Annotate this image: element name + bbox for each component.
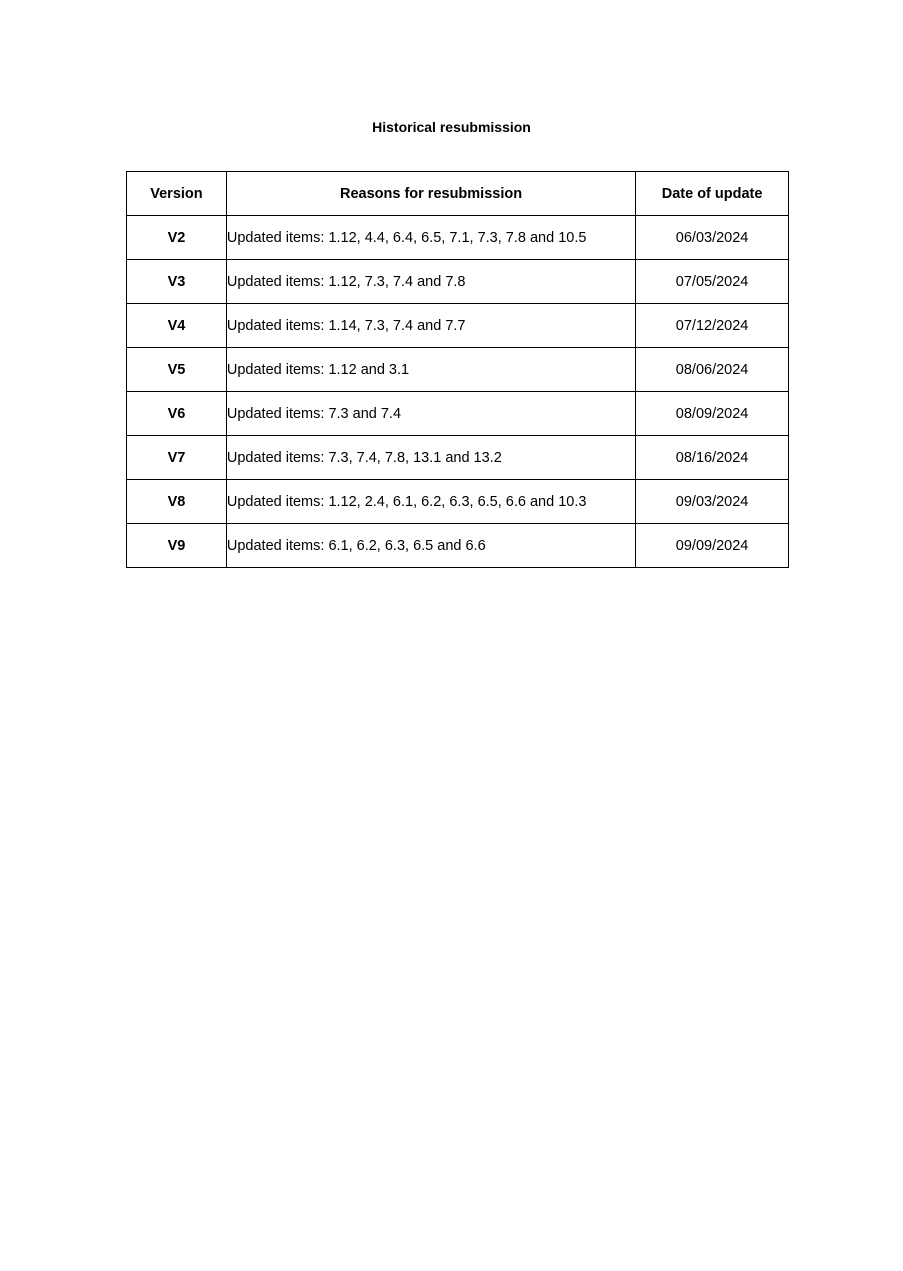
reason-cell: Updated items: 6.1, 6.2, 6.3, 6.5 and 6.6 [226,524,635,568]
reason-cell: Updated items: 1.14, 7.3, 7.4 and 7.7 [226,304,635,348]
date-cell: 09/03/2024 [636,480,789,524]
reason-cell: Updated items: 1.12 and 3.1 [226,348,635,392]
version-cell: V5 [127,348,227,392]
table-row [127,480,789,524]
table-row [127,216,789,260]
reason-cell: Updated items: 7.3, 7.4, 7.8, 13.1 and 13.2 [226,436,635,480]
date-cell: 07/12/2024 [636,304,789,348]
table-row [127,260,789,304]
date-cell: 08/09/2024 [636,392,789,436]
date-cell: 09/09/2024 [636,524,789,568]
version-cell: V8 [127,480,227,524]
table-row [127,304,789,348]
page-title: Historical resubmission [372,119,531,135]
date-cell: 08/06/2024 [636,348,789,392]
table-row [127,436,789,480]
reason-cell: Updated items: 7.3 and 7.4 [226,392,635,436]
table-header-row [127,172,789,216]
table-row [127,392,789,436]
column-header-date: Date of update [636,172,789,216]
version-cell: V4 [127,304,227,348]
reason-cell: Updated items: 1.12, 4.4, 6.4, 6.5, 7.1, 7.3, 7.8 and 10.5 [226,216,635,260]
version-cell: V7 [127,436,227,480]
table-row [127,524,789,568]
table-row [127,348,789,392]
version-cell: V3 [127,260,227,304]
date-cell: 08/16/2024 [636,436,789,480]
version-cell: V6 [127,392,227,436]
column-header-version: Version [127,172,227,216]
date-cell: 06/03/2024 [636,216,789,260]
date-cell: 07/05/2024 [636,260,789,304]
column-header-reasons: Reasons for resubmission [226,172,635,216]
reason-cell: Updated items: 1.12, 7.3, 7.4 and 7.8 [226,260,635,304]
version-cell: V9 [127,524,227,568]
resubmission-table [126,171,789,568]
reason-cell: Updated items: 1.12, 2.4, 6.1, 6.2, 6.3, 6.5, 6.6 and 10.3 [226,480,635,524]
version-cell: V2 [127,216,227,260]
